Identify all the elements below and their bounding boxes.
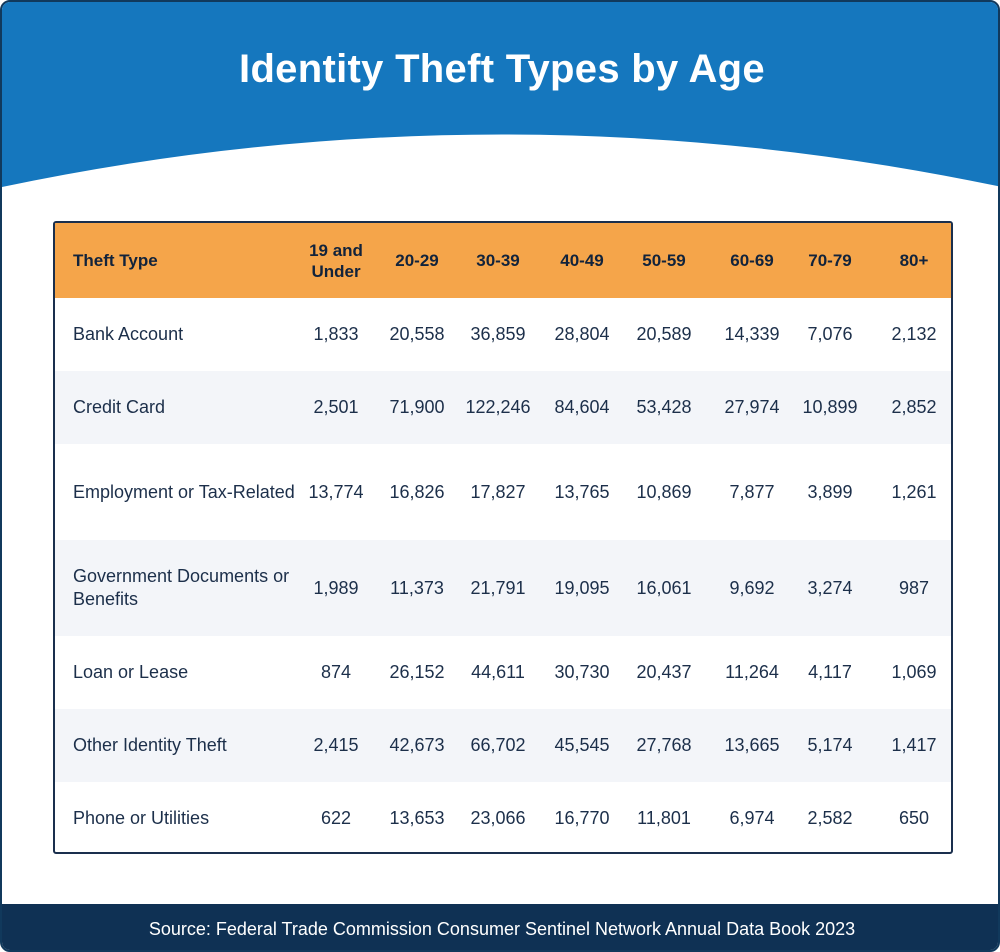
column-header: 30-39 [476,251,520,270]
column-header: 80+ [899,251,929,270]
column-header-theft-type: Theft Type [73,251,158,270]
row-label: Phone or Utilities [73,808,210,828]
table-cell-value: 10,899 [802,397,858,417]
table-cell-value: 13,765 [554,481,610,502]
table-cell-value: 20,558 [389,324,445,344]
table-cell-value: 14,339 [724,324,780,344]
table-cell-value: 71,900 [389,397,445,417]
table-cell-value: 4,117 [808,662,852,682]
table-cell-value: 1,069 [891,662,937,682]
table-cell-value: 53,428 [636,397,692,417]
row-label: Other Identity Theft [73,735,227,755]
column-header: 50-59 [642,251,686,270]
table-cell-value: 9,692 [729,577,775,598]
table-cell-value: 27,768 [636,735,692,755]
table-cell-value: 13,653 [389,808,445,828]
table-cell-value: 16,826 [389,481,445,502]
table-row [55,540,951,636]
table-cell-value: 19,095 [554,577,610,598]
table-cell-value: 16,061 [636,577,692,598]
row-label: Bank Account [73,324,184,344]
table-row [55,371,951,444]
table-cell-value: 84,604 [554,397,610,417]
table-cell-value: 7,076 [807,324,853,344]
table-cell-value: 30,730 [554,662,610,682]
table-cell-value: 11,373 [390,577,444,598]
table-cell-value: 23,066 [470,808,526,828]
page-title: Identity Theft Types by Age [239,47,765,91]
table-cell-value: 3,274 [807,577,853,598]
table-cell-value: 11,801 [637,808,691,828]
table-cell-value: 11,264 [725,662,779,682]
table-cell-value: 13,665 [724,735,780,755]
table-cell-value: 20,437 [636,662,692,682]
table-row [55,636,951,709]
table-cell-value: 2,582 [807,808,853,828]
table-cell-value: 20,589 [636,324,692,344]
table-cell-value: 66,702 [470,735,526,755]
table-cell-value: 28,804 [554,324,610,344]
column-header: 60-69 [730,251,774,270]
table-cell-value: 2,852 [891,397,937,417]
table-cell-value: 1,989 [313,577,359,598]
header-banner [2,2,1000,202]
column-header: 40-49 [560,251,604,270]
table-cell-value: 21,791 [470,577,526,598]
table-cell-value: 42,673 [389,735,445,755]
table-cell-value: 36,859 [470,324,526,344]
table-row [55,444,951,540]
table-row [55,709,951,782]
data-table [53,221,953,854]
table-cell-value: 1,417 [891,735,937,755]
table-row [55,298,951,371]
row-label: Employment or Tax-Related [73,481,295,502]
table-cell-value: 7,877 [729,481,775,502]
table-cell-value: 2,415 [313,735,359,755]
table-cell-value: 122,246 [465,397,531,417]
table-cell-value: 13,774 [308,481,364,502]
table-row [55,782,951,854]
table-cell-value: 3,899 [807,481,853,502]
table-header-row [55,223,951,298]
source-footer: Source: Federal Trade Commission Consumer Sentinel Network Annual Data Book 2023 [2,904,1000,952]
table-cell-value: 987 [898,577,930,598]
column-header: 20-29 [395,251,439,270]
table-cell-value: 1,261 [891,481,937,502]
table-cell-value: 1,833 [313,324,359,344]
table-cell-value: 45,545 [554,735,610,755]
table-cell-value: 44,611 [471,662,525,682]
table-cell-value: 2,132 [891,324,937,344]
table-cell-value: 16,770 [554,808,610,828]
table-cell-value: 874 [320,662,352,682]
table-cell-value: 5,174 [807,735,853,755]
table-cell-value: 622 [320,808,352,828]
table-cell-value: 2,501 [313,397,359,417]
table-cell-value: 650 [898,808,930,828]
row-label: Loan or Lease [73,662,189,682]
row-label: Credit Card [73,397,166,417]
column-header: 19 and Under [309,240,363,281]
table-cell-value: 26,152 [389,662,445,682]
column-header: 70-79 [808,251,852,270]
table-cell-value: 17,827 [470,481,526,502]
table-cell-value: 10,869 [636,481,692,502]
row-label: Government Documents or Benefits [73,566,290,609]
table-cell-value: 27,974 [724,397,780,417]
table-cell-value: 6,974 [729,808,775,828]
